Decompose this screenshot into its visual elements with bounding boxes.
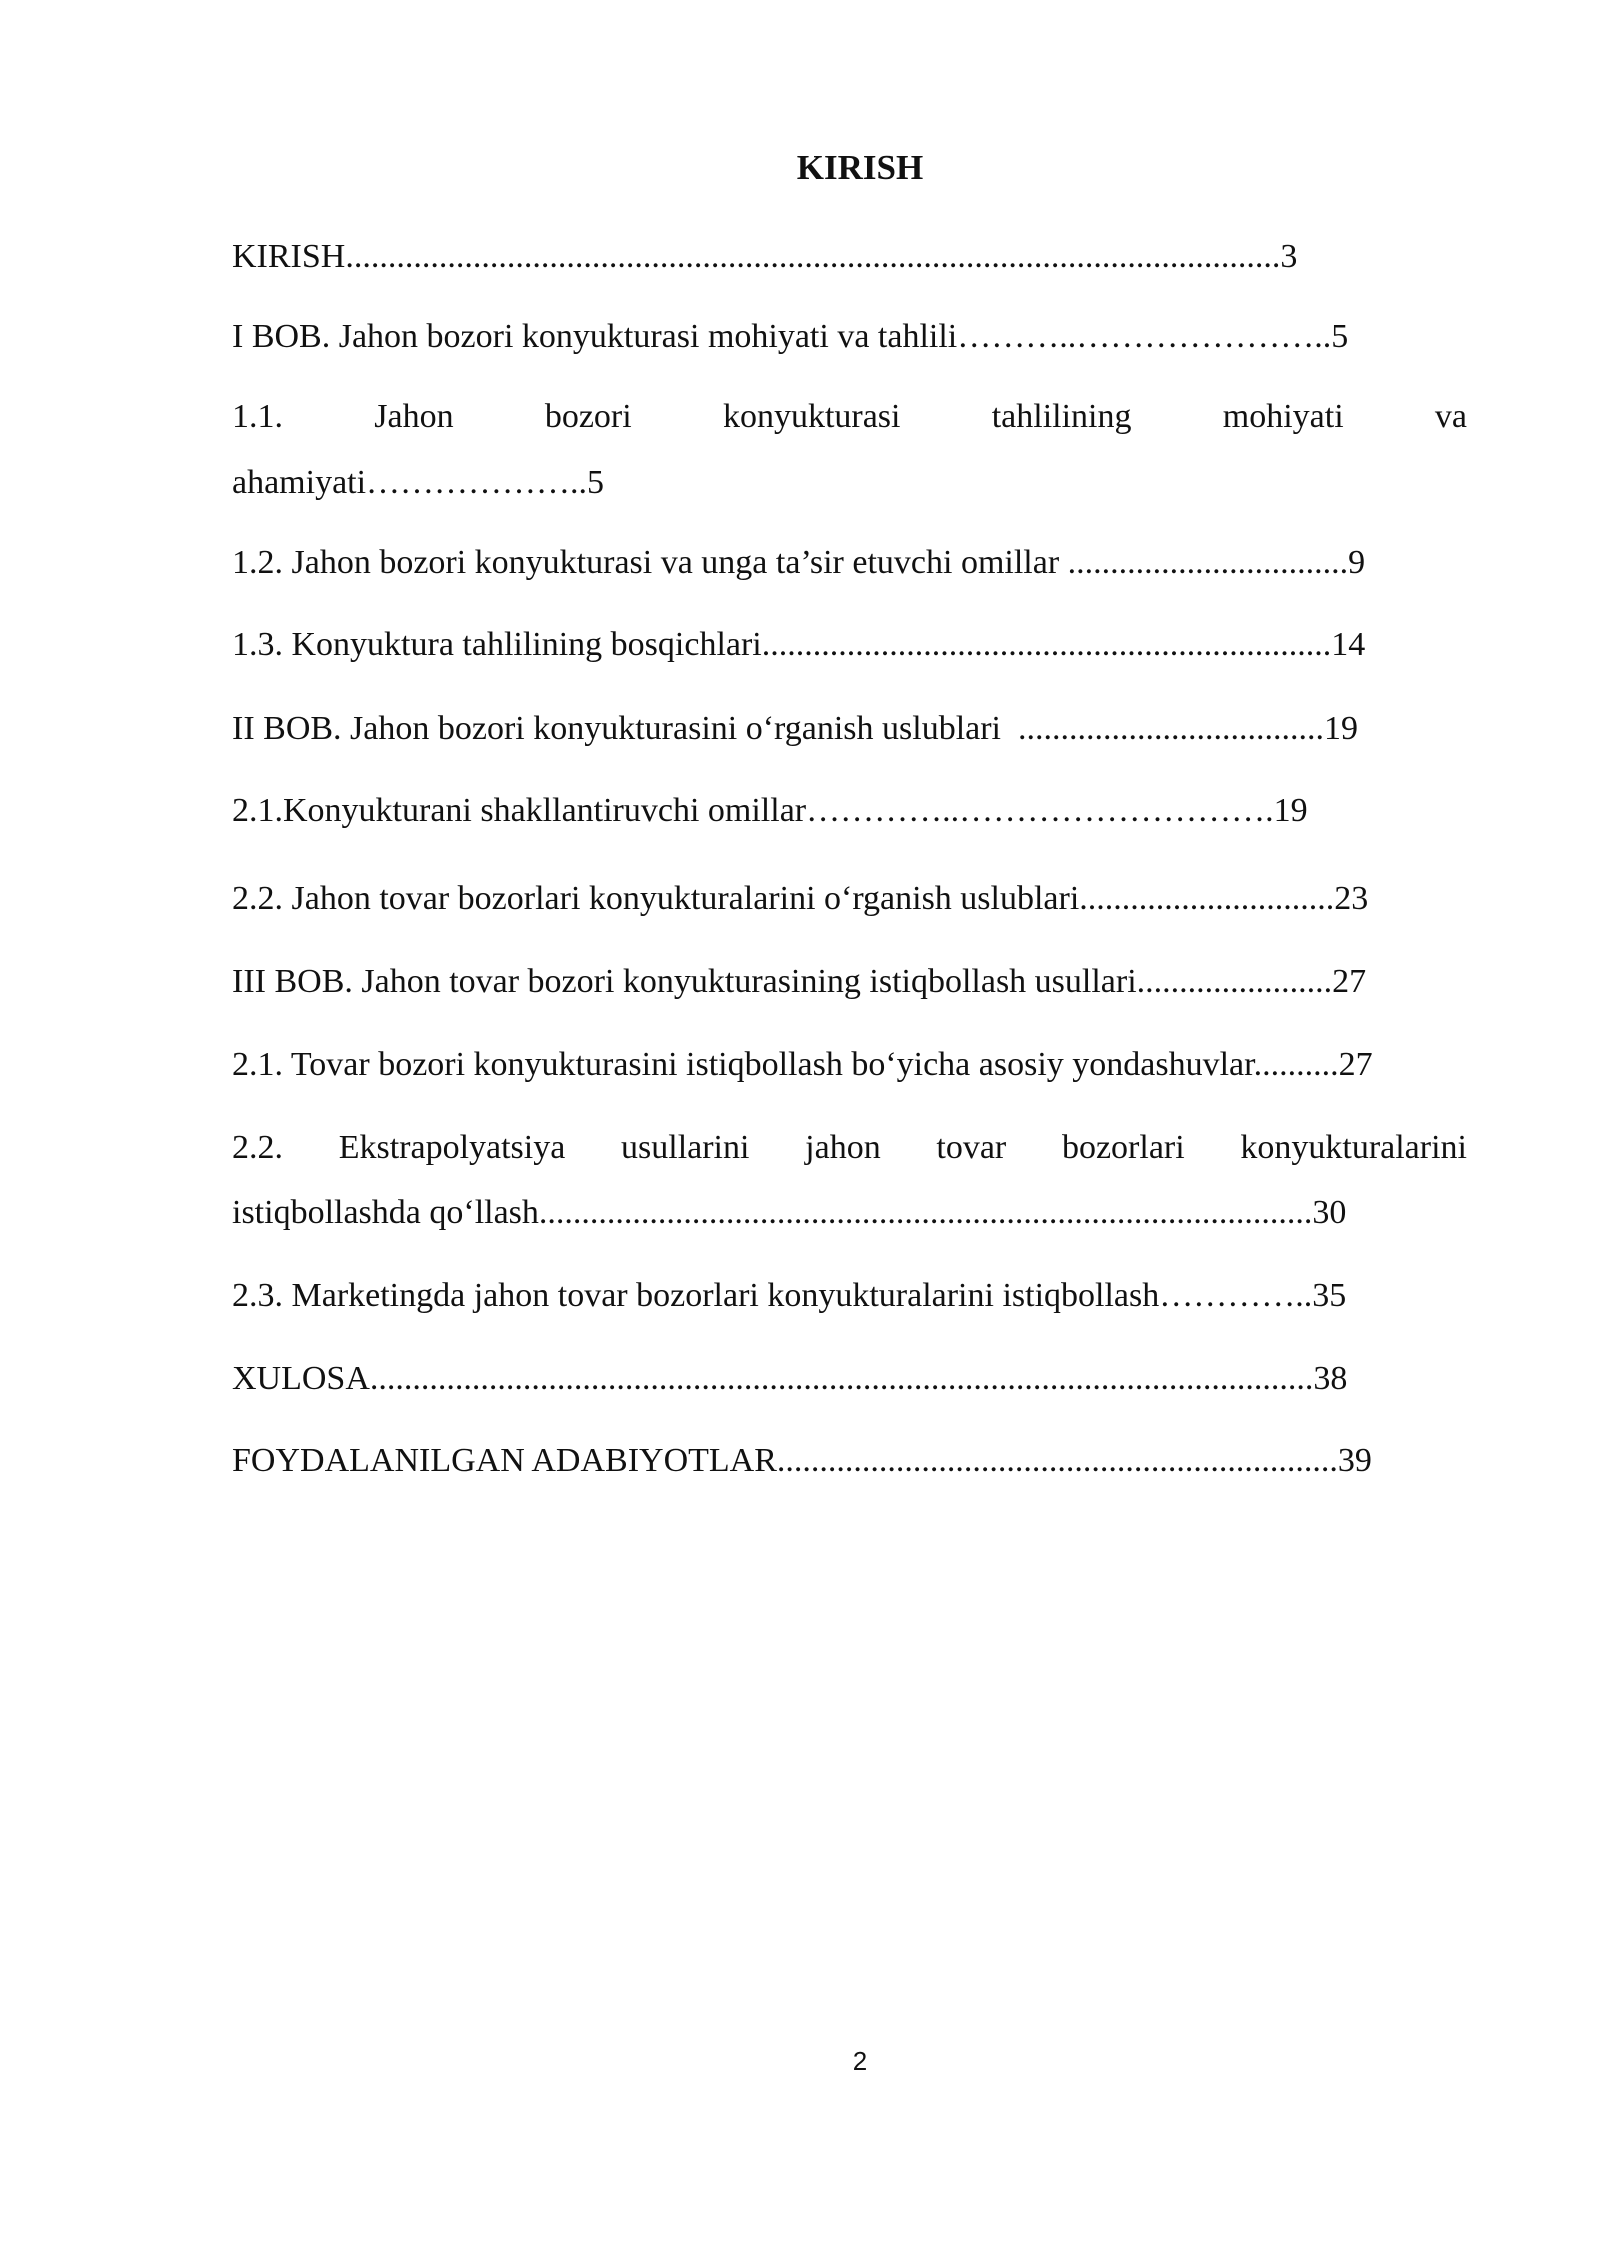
toc-entry: 2.1. Tovar bozori konyukturasini istiqbollash bo‘yicha asosiy yondashuvlar..........27 [232, 1046, 1373, 1083]
toc-entry: FOYDALANILGAN ADABIYOTLAR..................................................................39 [232, 1442, 1372, 1479]
toc-entry: KIRISH..............................................................................................................3 [232, 238, 1298, 275]
toc-entry-continuation: ahamiyati………………..5 [232, 464, 605, 501]
toc-entry: II BOB. Jahon bozori konyukturasini o‘rganish uslublari ....................................19 [232, 710, 1359, 747]
toc-entry: 1.1. Jahon bozori konyukturasi tahlilining mohiyati va [232, 398, 1467, 435]
toc-entry: XULOSA...............................................................................................................38 [232, 1360, 1348, 1397]
toc-entry: 1.2. Jahon bozori konyukturasi va unga ta’sir etuvchi omillar .................................9 [232, 544, 1366, 581]
page-title: KIRISH [796, 148, 924, 187]
toc-entry: III BOB. Jahon tovar bozori konyukturasining istiqbollash usullari.......................27 [232, 963, 1367, 1000]
toc-entry: I BOB. Jahon bozori konyukturasi mohiyati va tahlili………..…………………..5 [232, 318, 1349, 355]
toc-entry: 2.2. Jahon tovar bozorlari konyukturalarini o‘rganish uslublari..............................23 [232, 880, 1369, 917]
toc-entry: 2.1.Konyukturani shakllantiruvchi omillar…………..……………………….19 [232, 792, 1308, 829]
page-number: 2 [852, 2046, 868, 2076]
toc-entry: 2.2. Ekstrapolyatsiya usullarini jahon tovar bozorlari konyukturalarini [232, 1129, 1467, 1166]
toc-entry: 2.3. Marketingda jahon tovar bozorlari konyukturalarini istiqbollash…………..35 [232, 1277, 1347, 1314]
toc-entry-continuation: istiqbollashda qo‘llash...........................................................................................30 [232, 1194, 1347, 1231]
toc-entry: 1.3. Konyuktura tahlilining bosqichlari...................................................................14 [232, 626, 1366, 663]
